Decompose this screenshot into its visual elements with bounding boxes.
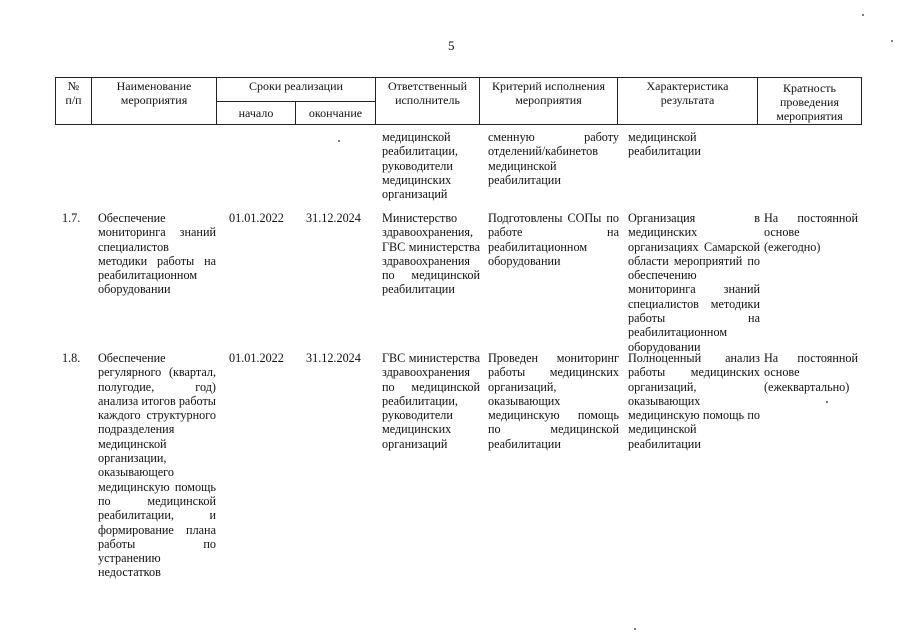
continuation-criterion: сменную работу отделений/кабинетов медицинской реабилитации <box>488 130 619 187</box>
row-name: Обеспечение регулярного (квартал, полугодие, год) анализа итогов работы каждого структурного подразделения медицинской организации, оказывающего медицинскую помощь по медицинской реабилитации, и формирование плана работы по устранению недостатков <box>98 351 216 580</box>
table-header <box>55 77 862 125</box>
header-criterion: Критерий исполнения мероприятия <box>480 78 618 125</box>
row-responsible: Министерство здравоохранения, ГВС министерства здравоохранения по медицинской реабилитации <box>382 211 480 297</box>
header-result: Характеристика результата <box>618 78 758 125</box>
header-frequency: Кратность проведения мероприятия <box>758 78 862 125</box>
row-result: Организация в медицинских организациях Самарской области мероприятий по обеспечению мониторинга знаний специалистов методики работы на реабилитационном оборудовании <box>628 211 760 354</box>
row-result: Полноценный анализ работы медицинских организаций, оказывающих медицинскую помощь по медицинской реабилитации <box>628 351 760 451</box>
header-responsible: Ответственный исполнитель <box>376 78 480 125</box>
header-start: начало <box>217 102 296 125</box>
scan-speck <box>891 40 893 42</box>
continuation-result: медицинской реабилитации <box>628 130 701 159</box>
scan-speck <box>634 628 636 630</box>
header-name: Наименование мероприятия <box>92 78 217 125</box>
row-criterion: Подготовлены СОПы по работе на реабилитационном оборудовании <box>488 211 619 268</box>
scan-speck <box>338 140 340 142</box>
continuation-responsible: медицинской реабилитации, руководители медицинских организаций <box>382 130 458 202</box>
scan-speck <box>826 401 828 403</box>
header-number: № п/п <box>56 78 92 125</box>
row-responsible: ГВС министерства здравоохранения по медицинской реабилитации, руководители медицинских организаций <box>382 351 480 451</box>
row-start-date: 01.01.2022 <box>229 211 284 225</box>
row-criterion: Проведен мониторинг работы медицинских организаций, оказывающих медицинскую помощь по медицинской реабилитации <box>488 351 619 451</box>
row-start-date: 01.01.2022 <box>229 351 284 365</box>
row-frequency: На постоянной основе (ежеквартально) <box>764 351 858 394</box>
page-number: 5 <box>448 38 455 53</box>
row-frequency: На постоянной основе (ежегодно) <box>764 211 858 254</box>
header-end: окончание <box>296 102 376 125</box>
scan-speck <box>862 14 864 16</box>
header-terms: Сроки реализации <box>217 78 376 102</box>
row-end-date: 31.12.2024 <box>306 351 361 365</box>
row-number: 1.8. <box>62 351 81 365</box>
row-number: 1.7. <box>62 211 81 225</box>
row-end-date: 31.12.2024 <box>306 211 361 225</box>
row-name: Обеспечение мониторинга знаний специалистов методики работы на реабилитационном оборудовании <box>98 211 216 297</box>
